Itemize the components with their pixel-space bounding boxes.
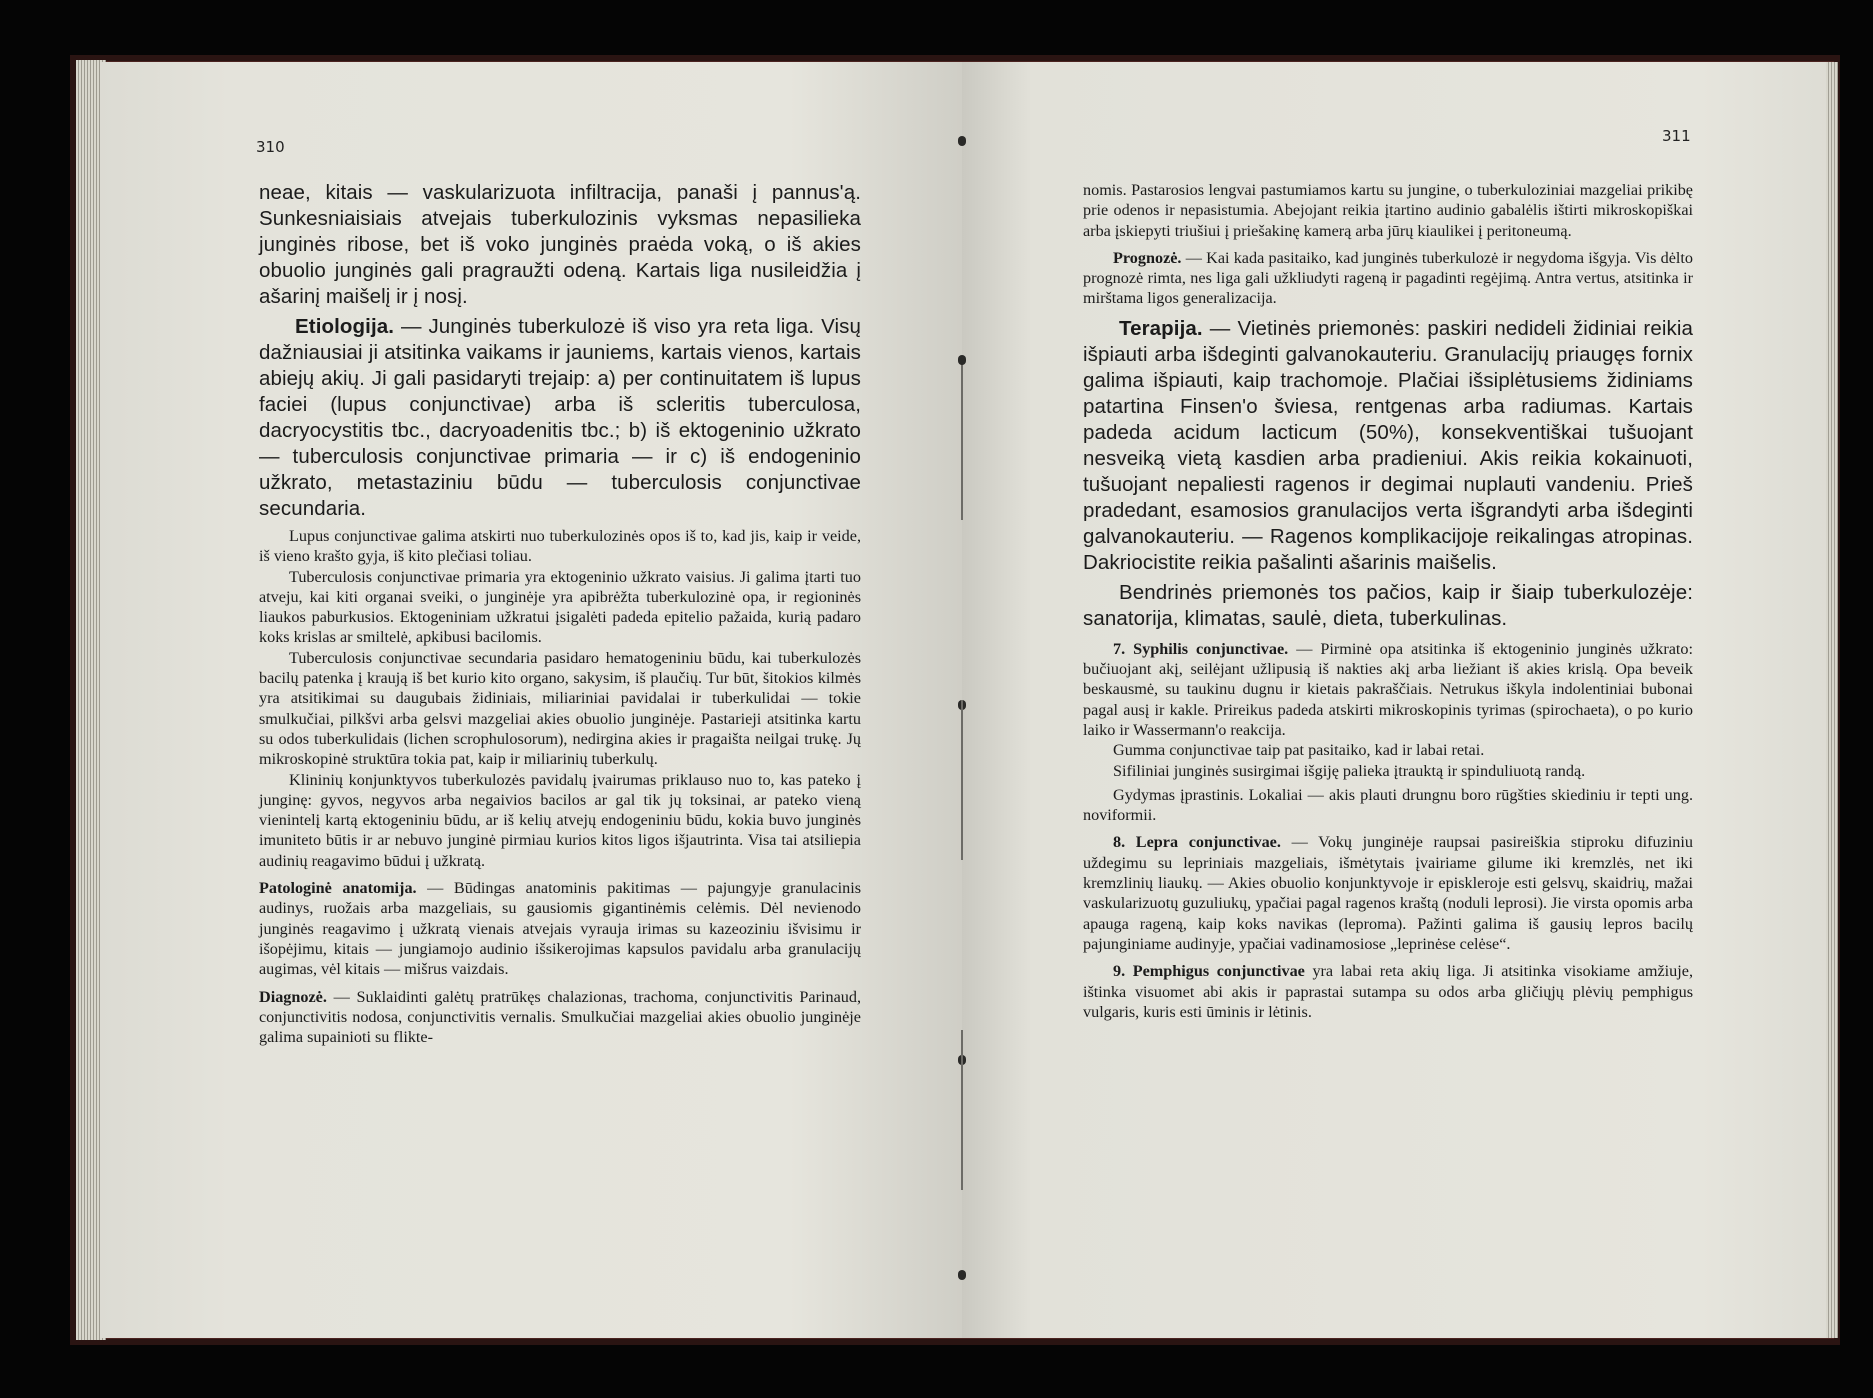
section-heading: Terapija. [1119,316,1203,340]
page-stack-right [1826,62,1838,1338]
section-heading: 7. Syphilis conjunctivae. [1113,639,1289,658]
right-column [1083,180,1693,1022]
section-heading: 8. Lepra conjunctivae. [1113,833,1281,852]
binding-stitch [958,130,966,1300]
page-number-left: 310 [256,138,285,156]
section-heading: Prognozė. [1113,248,1182,267]
paragraph: Gumma conjunctivae taip pat pasitaiko, kad ir labai retai. [1113,741,1485,760]
left-column [259,180,861,1047]
section-diagnoze: Diagnozė. — Suklaidinti galėtų pratrūkęs chalazionas, trachoma, conjunctivitis Parinaud, conjunctivitis nodosa, conjunctivitis vernalis. Smulkučiai mazgeliai akies obuolio junginėje galima supainioti su flikte- [259,987,862,1047]
section-prognoze: Prognozė. — Kai kada pasitaiko, kad junginės tuberkulozė ir negydoma išgyja. Vis dėlto prognozė rimta, nes liga gali užkliudyti rageną ir pagadinti regėjimą. Antra vertus, atsitinka ir mirštama ligos generalizacija. [1083,248,1693,308]
paragraph: Klininių konjunktyvos tuberkulozės pavidalų įvairumas priklauso nuo to, kas pateko į junginę: gyvos, negyvos arba negaivios bacilos ar gal tik jų toksinai, ar pateko vieną vienintelį kartą ektogeniniu būdu, ar iš kelių atvejų endogeniniu būdu, kokia buvo junginės imuniteto būtis ir ar nebuvo junginė pirmiau kurios kitos ligos išjautrinta. Visa tai atsiliepia audinių reagavimo būdui į užkratą. [259,770,861,870]
section-patologine-anatomija: Patologinė anatomija. — Būdingas anatominis pakitimas — pajungyje granulacinis audinys, ruožais arba mazgeliais, su gausiomis gigantinėmis celėmis. Dėl nevienodo junginės reagavimo į užkratą vienais atvejais vyrauja irimas su kazeoziniu išvisimu ir išopėjimu, kitais — jungiamojo audinio išsikerojimas kapsulos pavidalu arba granulacijų augimas, vėl kitais — mišrus vaizdais. [259,879,862,979]
section-heading: Diagnozė. [259,987,327,1006]
paragraph: Lupus conjunctivae galima atskirti nuo tuberkulozinės opos iš to, kad jis, kaip ir veide, iš vieno krašto gyja, iš kito plečiasi toliau. [259,527,861,566]
paragraph: Gydymas įprastinis. Lokaliai — akis plauti drungnu boro rūgšties skiediniu ir tepti ung. noviformii. [1083,785,1693,825]
paragraph: neae, kitais — vaskularizuota infiltracija, panaši į pannus'ą. Sunkesniaisiais atvejais tuberkulozinis vyksmas nepasilieka junginės ribose, bet iš voko junginės praėda voką, o iš akies obuolio junginės gali pragraužti odeną. Kartais liga nusileidžia į ašarinį maišelį ir į nosį. [259,181,861,308]
section-syphilis: 7. Syphilis conjunctivae. — Pirminė opa atsitinka iš ektogeninio junginės užkrato: bučiuojant akį, seilėjant užlipusią iš nakties akį arba liežiant iš akies krislą. Opa beveik beskausmė, su taukinu dugnu ir kietais pakraščiais. Netrukus iškyla indolentiniai bubonai pagal ausį ir kakle. Prireikus padeda atskirti mikroskopinis tyrimas (spirochaeta), o po kurio laiko ir Wassermann'o reakcija. [1083,639,1693,739]
section-pemphigus: 9. Pemphigus conjunctivae yra labai reta akių liga. Ji atsitinka visokiame amžiuje, ištinka visuomet abi akis ir paprastai sutampa su odos arba gličiųjų plėvių pemphigus vulgaris, kuris esti ūminis ir lėtinis. [1083,962,1693,1021]
section-terapija: Terapija. — Vietinės priemonės: paskiri nedideli židiniai reikia išpiauti arba išdeginti galvanokauteriu. Granulacijų priaugęs fornix galima išpiauti, kaip trachomoje. Plačiai išsiplėtusiems židiniams patartina Finsen'o šviesa, rentgenas arba radiumas. Kartais padeda acidum lacticum (50%), konsekventiškai tušuojant nesveiką vietą kasdien arba pradieniui. Akis reikia kokainuoti, tušuojant nepaliesti ragenos ir degimai nuplauti vandeniu. Prieš pradedant, esamosios granulacijos verta išgrandyti arba išdeginti galvanokauteriu. — Ragenos komplikacijoje reikalingas atropinas. Dakriocistite reikia pašalinti ašarinis maišelis. [1083,316,1694,574]
section-heading: 9. Pemphigus conjunctivae [1113,962,1305,981]
section-heading: Etiologija. [295,315,395,338]
paragraph: Tuberculosis conjunctivae primaria yra ektogeninio užkrato vaisius. Ji galima įtarti tuo atveju, kai kiti organai sveiki, o junginėje yra apibrėžta tuberkulozinė opa, ir regioninės liaukos paburkusios. Ektogeniniam užkratui įsigalėti padeda epitelio pažaida, kurią padaro koks krislas ar smiltelė, apkibusi bacilomis. [259,567,861,647]
section-lepra: 8. Lepra conjunctivae. — Vokų junginėje raupsai pasireiškia stiproku difuziniu uždegimu su lepriniais mazgeliais, išmėtytais įvairiame gilume iki kremzlės, net iki kremzlinių liaukų. — Akies obuolio konjunktyvoje ir episkleroje esti gelsvų, skaidrių, mažai vaskularizuotų guzuliukų, ypačiai pagal ragenos kraštą (noduli leprosi). Jie virsta opomis arba apauga rageną, kaip koks navikas (leproma). Pažinti galima iš gausių lepros bacilų pajunginiame audinyje, ypačiai vadinamosiose „leprinėse celėse“. [1083,833,1693,953]
paragraph: Sifiliniai junginės susirgimai išgiję palieka įtrauktą ir spinduliuotą randą. [1113,761,1586,780]
paragraph: Bendrinės priemonės tos pačios, kaip ir šiaip tuberkulozėje: sanatorija, klimatas, saulė, dieta, tuberkulinas. [1083,580,1693,630]
section-etiologija: Etiologija. — Junginės tuberkulozė iš viso yra reta liga. Visų dažniausiai ji atsitinka vaikams ir jauniems, kartais vienos, kartais abiejų akių. Ji gali pasidaryti trejaip: a) per continuitatem iš lupus faciei (lupus conjunctivae) arba iš scleritis tuberculosa, dacryocystitis tbc., dacryoadenitis tbc.; b) iš ektogeninio užkrato — tuberculosis conjunctivae primaria — ir c) iš endogeninio užkrato, metastaziniu būdu — tuberculosis conjunctivae secundaria. [259,315,862,520]
page-number-right: 311 [1662,127,1691,145]
paragraph: nomis. Pastarosios lengvai pastumiamos kartu su jungine, o tuberkuloziniai mazgeliai prikibę prie odenos ir nepasistumia. Abejojant reikia įtartino audinio gabalėlis ištirti mikroskopiškai arba įskiepyti triušiui į priešakinę kamerą arba jūrų kiaulikei į peritoneumą. [1083,181,1693,240]
section-heading: Patologinė anatomija. [259,879,417,898]
paragraph: Tuberculosis conjunctivae secundaria pasidaro hematogeniniu būdu, kai tuberkulozės bacilų patenka į kraują iš bet kurio kito organo, sakysim, iš plaučių. Tur būt, šitokios kilmės yra atsitikimai su daugubais židiniais, miliariniai pavidalai ir tuberkulidai — tokie smulkučiai, pilkšvi arba gelsvi mazgeliai akies obuolio junginėje. Pastarieji atsitinka kartu su odos tuberkulidais (lichen scrophulosorum), nedirgina akies ir pragaišta neilgai trukę. Jų mikroskopinė struktūra tokia pat, kaip ir miliarinių tuberkulų. [259,648,861,769]
